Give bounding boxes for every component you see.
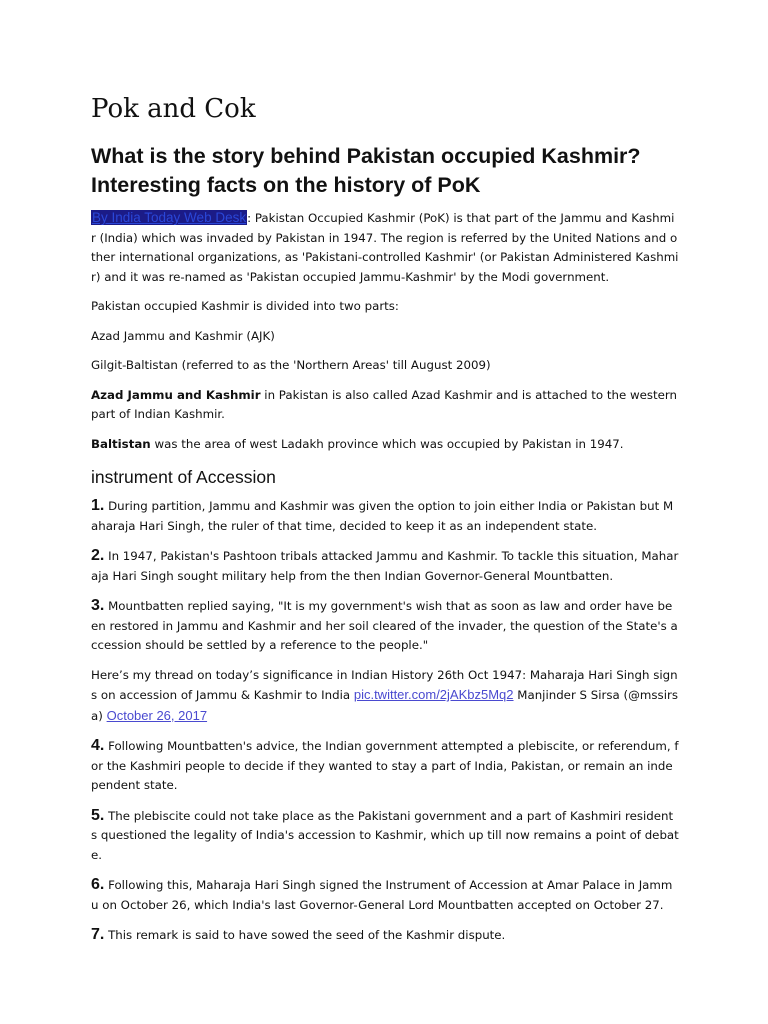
part-item-ajk: Azad Jammu and Kashmir (AJK) [91,328,275,343]
item-number: 3. [91,597,105,614]
article-body [91,208,679,956]
article-headline [91,142,691,200]
tweet-pic-link[interactable]: pic.twitter.com/2jAKbz5Mq2 [353,687,514,702]
baltistan-bold-term: Baltistan [91,436,151,451]
item-text: During partition, Jammu and Kashmir was given the option to join either India or Pakistan but Maharaja Hari Singh, the ruler of that time, decided to keep it as an independent state. [91,499,674,533]
item-number: 4. [91,737,105,754]
item-text: In 1947, Pakistan's Pashtoon tribals attacked Jammu and Kashmir. To tackle this situation, Maharaja Hari Singh sought military help from the then Indian Governor-General Mountbatten. [91,549,679,583]
tweet-author: Manjinder S Sirsa (@mssirsa) [91,688,678,723]
item-text: Following this, Maharaja Hari Singh signed the Instrument of Accession at Amar Palace in Jammu on October 26, which India's last Governor-General Lord Mountbatten accepted on October 27. [91,878,673,912]
item-number: 6. [91,876,105,893]
ajk-text: in Pakistan is also called Azad Kashmir and is attached to the western part of Indian Kashmir. [91,387,678,421]
item-text: Mountbatten replied saying, "It is my government's wish that as soon as law and order have been restored in Jammu and Kashmir and her soil cleared of the invader, the question of the State's accession should be settled by a reference to the people." [91,599,678,652]
headline-line-2: Interesting facts on the history of PoK [91,173,481,197]
accession-item-1 [91,496,679,536]
byline-link[interactable]: By India Today Web Desk [92,210,247,225]
headline-line-1: What is the story behind Pakistan occupied Kashmir? [91,144,641,168]
item-number: 7. [91,926,105,943]
intro-text: : Pakistan Occupied Kashmir (PoK) is that part of the Jammu and Kashmir (India) which was invaded by Pakistan in 1947. The region is referred by the United Nations and other international organizations, as 'Pakistani-controlled Kashmir' (or Pakistan Administered Kashmir) and it was re-named as 'Pakistan occupied Jammu-Kashmir' by the Modi government. [91,211,679,284]
item-text: Following Mountbatten's advice, the Indian government attempted a plebiscite, or referendum, for the Kashmiri people to decide if they wanted to stay a part of India, Pakistan, or remain an independent state. [91,739,679,792]
parts-intro: Pakistan occupied Kashmir is divided into two parts: [91,299,399,313]
item-text: The plebiscite could not take place as the Pakistani government and a part of Kashmiri residents questioned the legality of India's accession to Kashmir, which up till now remains a point of debate. [91,808,679,862]
tweet-embed [91,666,679,727]
item-number: 5. [91,806,105,824]
ajk-bold-term: Azad Jammu and Kashmir [91,387,261,402]
intro-paragraph [91,208,679,287]
accession-item-6 [91,875,679,915]
ajk-paragraph [91,386,679,425]
item-number: 2. [91,547,105,564]
accession-item-7 [91,925,679,946]
accession-item-4 [91,736,679,796]
accession-item-2 [91,546,679,586]
item-text: This remark is said to have sowed the seed of the Kashmir dispute. [104,928,506,942]
item-number: 1. [91,497,105,514]
baltistan-paragraph [91,435,679,455]
part-item-gilgit: Gilgit-Baltistan (referred to as the 'Northern Areas' till August 2009) [91,358,491,372]
tweet-date-link[interactable]: October 26, 2017 [106,707,208,723]
accession-item-3 [91,596,679,656]
document-title: Pok and Cok [91,94,256,124]
tweet-text: Here’s my thread on today’s significance in Indian History 26th Oct 1947: Maharaja Hari Singh signs on accession of Jammu & Kashmir to India [91,667,678,702]
baltistan-text: was the area of west Ladakh province which was occupied by Pakistan in 1947. [150,436,624,451]
accession-item-5 [91,806,679,866]
section-heading-accession: instrument of Accession [91,467,276,487]
